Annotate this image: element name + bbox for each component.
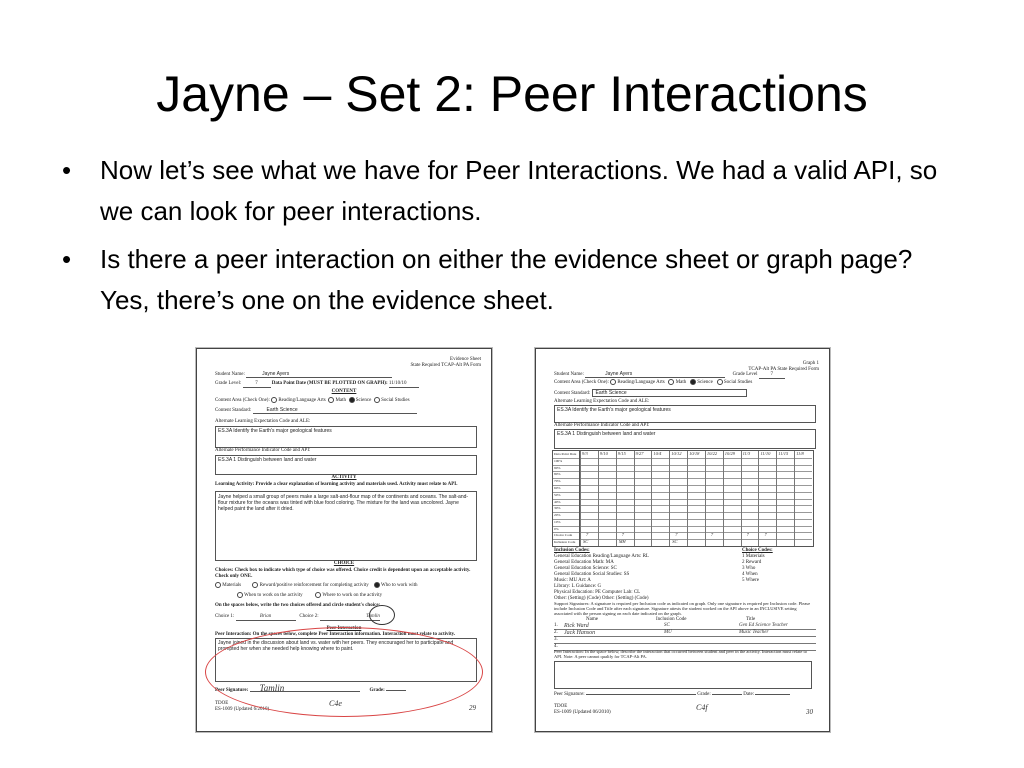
inclusion-code-item: General Education Social Studies: SS [554,572,630,577]
radio-icon [610,379,616,385]
api-box [215,455,477,475]
row-label: 50% [554,492,561,497]
sheet-footer [554,704,611,716]
highlight-circle [205,627,483,717]
grid-column [741,451,742,546]
grid-column [669,451,670,546]
content-area-option: Reading/Language Arts [617,380,665,386]
grid-column [598,451,599,546]
signature-row [554,623,816,630]
row-label: 80% [554,472,561,477]
date-label: 9/15 [617,451,626,456]
ale-value: ES.3A Identify the Earth's major geological features [218,428,332,434]
api-label: Alternate Performance Indicator Code and API: [215,448,311,453]
row-label: Data Point Date [554,452,577,456]
sheet-header-title: Evidence Sheet [450,357,481,362]
content-area-option: Science [697,380,713,386]
api-value: ES.3A 1 Distinguish between land and water [218,457,317,463]
row-label: 20% [554,513,561,518]
sig-col-name: Name [586,617,598,622]
content-area-option: Social Studies [381,398,410,404]
grid-column [687,451,688,546]
choice-1-value: Brian [236,614,296,621]
content-standard-row [554,389,747,397]
inclusion-code-item: General Education Reading/Language Arts: RL [554,554,649,559]
bullet-text: Is there a peer interaction on either the evidence sheet or graph page? Yes, there’s one on the evidence sheet. [100,244,913,315]
footer-line: TDOE [554,704,568,709]
grid-column [616,451,617,546]
content-standard-row [215,407,417,414]
row-label: Choice Code [554,533,573,538]
sig-col-title: Title [746,617,756,622]
row-label: 30% [554,506,561,511]
choice-1-label: Choice 1: [215,614,235,619]
grid-column [723,451,724,546]
bullet-list [60,150,960,328]
choice-heading: CHOICE [333,561,355,566]
sheet-header-subtitle: State Required TCAP-Alt PA Form [410,363,481,368]
data-point-date: 11/10/10 [389,381,419,388]
choice-code-item: 4 When [742,572,758,577]
row-label: Inclusion Code [554,540,576,545]
learning-activity-box [215,491,477,561]
page-number: 29 [469,704,476,712]
radio-icon [668,379,674,385]
inclusion-code-item: General Education Science: SC [554,566,617,571]
choice-code-item: 3 Who [742,566,756,571]
bullet-text: Now let’s see what we have for Peer Interactions. We had a valid API, so we can look for peer interactions. [100,155,938,226]
peer-interaction-label: Peer Interaction: On the spaces below, complete Peer Interaction information. Interaction must relate to activity. [215,632,456,637]
grid-line [553,465,579,466]
signature-code: SC [664,623,670,628]
content-area-label: Content Area (Check One): [554,380,609,386]
date-label: 10/12 [671,451,682,456]
inclusion-code-item: Music: MU Art: A [554,578,591,583]
peer-signature-label: Peer Signature: [215,688,249,693]
api-label: Alternate Performance Indicator Code and API: [554,423,650,428]
choice-code-item: 1 Materials [742,554,765,559]
inclusion-code-cell: SC [672,539,678,545]
signature-title: Music Teacher [739,630,769,635]
date-label: 10/22 [706,451,718,456]
radio-icon [315,592,321,598]
grade-label: Grade: [697,692,711,697]
grade-label: Grade: [369,688,385,693]
choice-option: When to work on the activity [244,593,303,599]
content-standard-label: Content Standard: [554,391,591,396]
activity-heading: ACTIVITY [331,475,357,480]
choices-row [215,614,380,621]
bullet-item [60,150,960,232]
inclusion-codes-list [554,554,649,602]
footer-line: TDOE [215,701,229,706]
choice-option-row-2 [237,592,382,599]
choices-label: Choices: Check box to indicate which type of choice was offered. Choice credit is dependent upon an acceptable activity. Check only ONE. [215,568,471,579]
inclusion-codes-heading: Inclusion Codes: [554,548,590,553]
peer-signature-label: Peer Signature: [554,692,585,697]
choice-2-label: Choice 2: [299,614,319,619]
api-box [554,429,816,449]
grid-line [553,471,579,472]
date-label: 9/3 [582,451,588,456]
row-label: 90% [554,465,561,470]
support-signatures-text: Support Signatures: A signature is required per Inclusion code as indicated on graph. Only one signature is required per Inclusion code. Please include Inclusion Code and Title after each signature. Signature attests the student worked on the API above in an INCLUSIVE setting associated with the person signing on each date indicated on the graph. [554,601,811,616]
radio-selected-icon [349,397,355,403]
choice-2-value: Tamlin [320,614,380,621]
choice-code-item: 2 Reward [742,560,762,565]
grid-column [651,451,652,546]
inclusion-code-item: Physical Education: PE Computer Lab: CL [554,590,641,595]
grid-line [553,499,579,500]
inclusion-code-cell: SC [583,539,589,545]
grade-level-value: 7 [759,372,785,379]
choices-offered-label: On the spaces below, write the two choices offered and circle student's choice: [215,603,381,608]
grade-level-label: Grade Level: [215,381,242,386]
date-label: 10/4 [653,451,662,456]
learning-activity-label: Learning Activity: Provide a clear explanation of learning activity and materials used. Activity must relate to API. [215,482,458,487]
grid-line [553,519,579,520]
peer-signature-row [554,692,790,698]
signature-name: Jack Hanson [564,630,596,636]
learning-activity-text: Jayne helped a small group of peers make a large salt-and-flour map of the continents and oceans. The salt-and-flour mixture for the oceans was tinted with blue food coloring. The mixture for the land was uncolored. Jayne helped paint the land after it dried. [218,494,469,512]
data-point-label: Data Point Date (MUST BE PLOTTED ON GRAPH): [271,381,388,386]
sig-col-code: Inclusion Code [656,617,687,622]
content-standard-label: Content Standard: [215,408,252,413]
choice-circle-mark [369,605,395,625]
choice-code-cell: 7 [710,532,714,538]
handwritten-code: C4e [329,699,342,708]
choice-code-cell: 7 [621,532,624,538]
signature-row [554,637,816,644]
choice-option: Who to work with [380,583,418,589]
signature-number: 4. [554,644,558,649]
choice-codes-heading: Choice Codes: [742,548,773,553]
student-name-label: Student Name: [554,372,584,377]
radio-selected-icon [690,379,696,385]
grid-line [553,505,579,506]
page-number: 30 [806,708,813,716]
radio-icon [237,592,243,598]
content-area-option: Reading/Language Arts [278,398,326,404]
slide-title: Jayne – Set 2: Peer Interactions [156,66,868,122]
signature-name: Rick Ward [564,623,589,629]
peer-interaction-text: Jayne joined in the discussion about land vs. water with her peers. They encouraged her to participate and prompted her when she needed help knowing where to paint. [218,640,454,652]
date-label: 11/8 [796,451,804,456]
sheet-header [410,357,481,369]
grade-level-value: 7 [243,381,271,388]
peer-signature-blank [586,694,696,695]
date-label: 11/10 [760,451,771,456]
peer-heading: Peer Interaction [326,626,362,631]
ale-label: Alternate Learning Expectation Code and ALE: [554,399,650,404]
grid-column [634,451,635,546]
inclusion-code-cell: MH [618,539,626,545]
student-name-row [215,371,392,378]
bullet-item [60,239,960,321]
api-value: ES.3A 1 Distinguish between land and water [557,431,656,437]
date-blank [755,694,790,695]
content-standard-value: Earth Science [592,389,747,397]
grid-line [553,458,579,459]
data-graph-grid [552,450,814,547]
sheet-header-title: Graph 1 [802,361,819,366]
inclusion-code-item: Other: (Setting) (Code) Other: (Setting) (Code) [554,596,649,601]
choice-codes-list [742,554,765,584]
grade-blank [712,694,742,695]
ale-label: Alternate Learning Expectation Code and ALE: [215,419,311,424]
content-area-row [554,379,752,386]
date-label: 9/10 [599,451,608,456]
sheet-header-subtitle: TCAP-Alt PA State Required Form [748,367,819,372]
radio-selected-icon [374,582,380,588]
choice-code-cell: 7 [675,532,678,538]
grid-column [776,451,777,546]
date-label: 10/29 [724,451,736,456]
inclusion-code-item: General Education Math: MA [554,560,614,565]
signature-number: 2. [554,630,558,635]
signature-code: MU [664,630,672,635]
date-label: 10/18 [689,451,700,456]
inclusion-code-item: Library: L Guidance: G [554,584,602,589]
support-signatures-label [554,601,816,616]
graph-page-image [535,348,830,732]
choice-option: Materials [222,583,242,589]
grid-line [553,539,579,540]
signature-number: 1. [554,623,558,628]
content-area-label: Content Area (Check One): [215,398,270,404]
content-area-option: Science [355,398,372,404]
evidence-sheet-image [196,348,492,732]
bullet-icon: • [62,244,72,274]
date-label: 11/15 [778,451,789,456]
radio-icon [252,582,258,588]
student-name-value: Jayne Ayers [246,371,392,378]
footer-line: ES-1009 (Updated 6/2010) [215,707,270,712]
content-heading: CONTENT [331,389,357,394]
grade-level-label: Grade Level [732,372,758,377]
choice-option-row-1 [215,582,417,589]
content-area-option: Social Studies [723,380,753,386]
choice-code-cell: 7 [746,532,749,538]
grid-line [553,532,579,533]
row-label: 0% [554,526,559,531]
peer-interaction-text: Peer Interaction: In the space below, describe the interaction that occurred between student and peer in the activity. Interaction must relate to API. Note: A peer cannot qualify for TCAP-Alt PA. [554,649,807,659]
student-name-label: Student Name: [215,372,245,377]
ale-box [215,426,477,448]
grid-line [553,485,579,486]
student-name-value: Jayne Ayers [585,371,725,378]
ale-value: ES.3A Identify the Earth's major geological features [557,407,671,413]
choice-option: Where to work on the activity [322,593,383,599]
radio-icon [374,397,380,403]
signature-title: Gen Ed Science Teacher [739,623,788,628]
radio-icon [215,582,221,588]
date-label: Date: [743,692,755,697]
signature-number: 3. [554,637,558,642]
row-label-column [553,451,580,546]
row-label: 60% [554,485,561,490]
handwritten-code: C4f [696,703,708,712]
signature-row [554,630,816,637]
peer-interaction-label [554,649,816,659]
row-label: 40% [554,499,561,504]
choice-code-cell: 7 [764,532,767,538]
row-label: 100% [554,458,563,463]
peer-signature-value: Tamlin [250,685,360,692]
radio-icon [271,397,277,403]
grid-column [758,451,759,546]
row-label: 10% [554,519,561,524]
grade-date-row [215,381,419,388]
date-label: 9/27 [635,451,644,456]
student-name-row [554,371,785,379]
content-area-option: Math [335,398,347,404]
bullet-icon: • [62,155,72,185]
content-area-row [215,397,410,404]
radio-icon [717,379,723,385]
peer-interaction-box [554,661,812,689]
signature-rows [554,623,816,651]
grid-line [553,512,579,513]
grid-line [553,492,579,493]
content-area-option: Math [675,380,687,386]
radio-icon [328,397,334,403]
grid-line [553,478,579,479]
choice-option: Reward/positive reinforcement for completing activity [259,583,369,589]
ale-box [554,405,816,423]
grid-line [553,526,579,527]
choice-code-item: 5 Where [742,578,759,583]
grid-column [580,451,581,546]
grid-column [794,451,795,546]
date-label: 11/3 [742,451,751,456]
grid-column [705,451,706,546]
footer-line: ES-1009 (Updated 06/2010) [554,710,611,715]
choice-code-cell: 7 [586,532,589,538]
content-standard-value: Earth Science [253,407,417,414]
row-label: 70% [554,479,561,484]
grid-body [580,451,812,546]
